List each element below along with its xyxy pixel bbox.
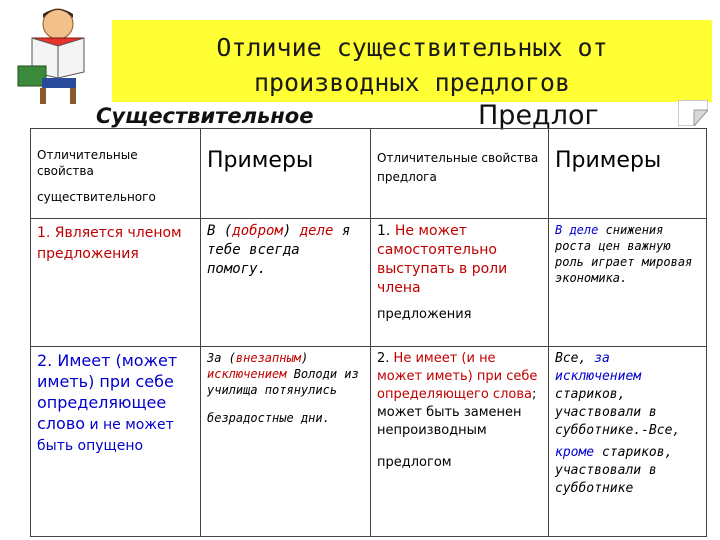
table-row — [31, 219, 707, 347]
comparison-table — [30, 128, 707, 537]
row2-noun-prop-a: 2. Имеет (может иметь) при себе определяющее слово — [37, 351, 178, 433]
title-line-2: производных предлогов — [253, 68, 571, 97]
row2-noun-example-c: ) — [300, 351, 309, 365]
row2-noun-prop-text — [37, 350, 194, 456]
row1-prep-prop-text — [377, 222, 542, 298]
row2-noun-example-b: внезапным — [235, 351, 301, 365]
row1-noun-example — [201, 219, 371, 347]
header-prep-props — [371, 129, 549, 219]
header-prep-examples-text: Примеры — [555, 148, 662, 173]
row1-noun-example-c: ) — [282, 223, 300, 239]
folded-corner-icon — [678, 100, 708, 126]
row1-prep-example-b: снижения роста цен важную роль играет мировая экономика. — [555, 223, 693, 285]
header-noun-props-text: Отличительные свойства — [37, 148, 138, 178]
row2-prep-prop-text — [377, 350, 542, 422]
row1-prep-prop-a: 1. — [377, 223, 395, 239]
header-prep-examples — [549, 129, 707, 219]
row2-noun-prop — [31, 347, 201, 537]
row2-prep-example-a: Все, — [555, 351, 595, 366]
row2-noun-example-text — [207, 350, 364, 398]
row1-prep-prop-b: Не может самостоятельно выступать в роли члена — [377, 223, 508, 296]
row2-prep-example — [549, 347, 707, 537]
row2-prep-example-text-2 — [555, 444, 700, 498]
row2-prep-example-b: за исключением — [555, 351, 642, 384]
row1-prep-example — [549, 219, 707, 347]
row2-noun-example-f: безрадостные дни. — [207, 411, 330, 425]
row2-prep-prop-b: Не имеет (и не может иметь) при себе определяющего слова — [377, 351, 538, 402]
row2-prep-example-e: стариков, участвовали в субботнике — [555, 445, 673, 496]
header-noun-examples-text: Примеры — [207, 148, 314, 173]
row1-prep-prop — [371, 219, 549, 347]
noun-column-heading: Существительное — [96, 104, 314, 128]
header-noun-examples — [201, 129, 371, 219]
row2-noun-example — [201, 347, 371, 537]
header-noun-props — [31, 129, 201, 219]
row2-noun-prop-b: и не может быть опущено — [37, 417, 174, 454]
header-noun-props-cont: существительного — [37, 190, 156, 204]
row1-noun-example-a: В ( — [207, 223, 233, 239]
reading-boy-logo — [12, 4, 104, 108]
row1-prep-prop-c: предложения — [377, 307, 472, 322]
row2-noun-example-a: За ( — [207, 351, 236, 365]
row1-noun-prop — [31, 219, 201, 347]
row2-prep-prop-e: предлогом — [377, 455, 452, 470]
row2-prep-example-d: кроме — [555, 445, 595, 460]
header-prep-props-text: Отличительные свойства предлога — [377, 151, 539, 184]
row2-prep-prop-a: 2. — [377, 351, 394, 366]
row2-prep-prop-c: ; может быть заменен — [377, 387, 537, 420]
row1-noun-example-e: я тебе всегда помогу. — [207, 223, 351, 277]
row2-prep-example-c: стариков, участвовали в субботнике.-Все, — [555, 387, 681, 438]
row2-prep-example-text — [555, 350, 700, 440]
row2-prep-prop — [371, 347, 549, 537]
row1-prep-example-text — [555, 222, 700, 286]
page-title — [112, 30, 712, 100]
row1-noun-prop-text: 1. Является членом предложения — [37, 225, 182, 262]
preposition-column-heading: Предлог — [478, 100, 599, 131]
title-line-1: Отличие существительных от — [216, 33, 608, 62]
table-row — [31, 347, 707, 537]
row1-noun-example-d: деле — [299, 223, 334, 239]
row2-noun-example-d: исключением — [207, 367, 287, 381]
row1-noun-example-text — [207, 222, 364, 279]
table-header-row — [31, 129, 707, 219]
row2-noun-example-e: Володи из училища потянулись — [207, 367, 359, 397]
row1-prep-example-a: В деле — [555, 223, 599, 237]
row1-noun-example-b: добром — [232, 223, 283, 239]
row2-prep-prop-d: непроизводным — [377, 423, 487, 438]
